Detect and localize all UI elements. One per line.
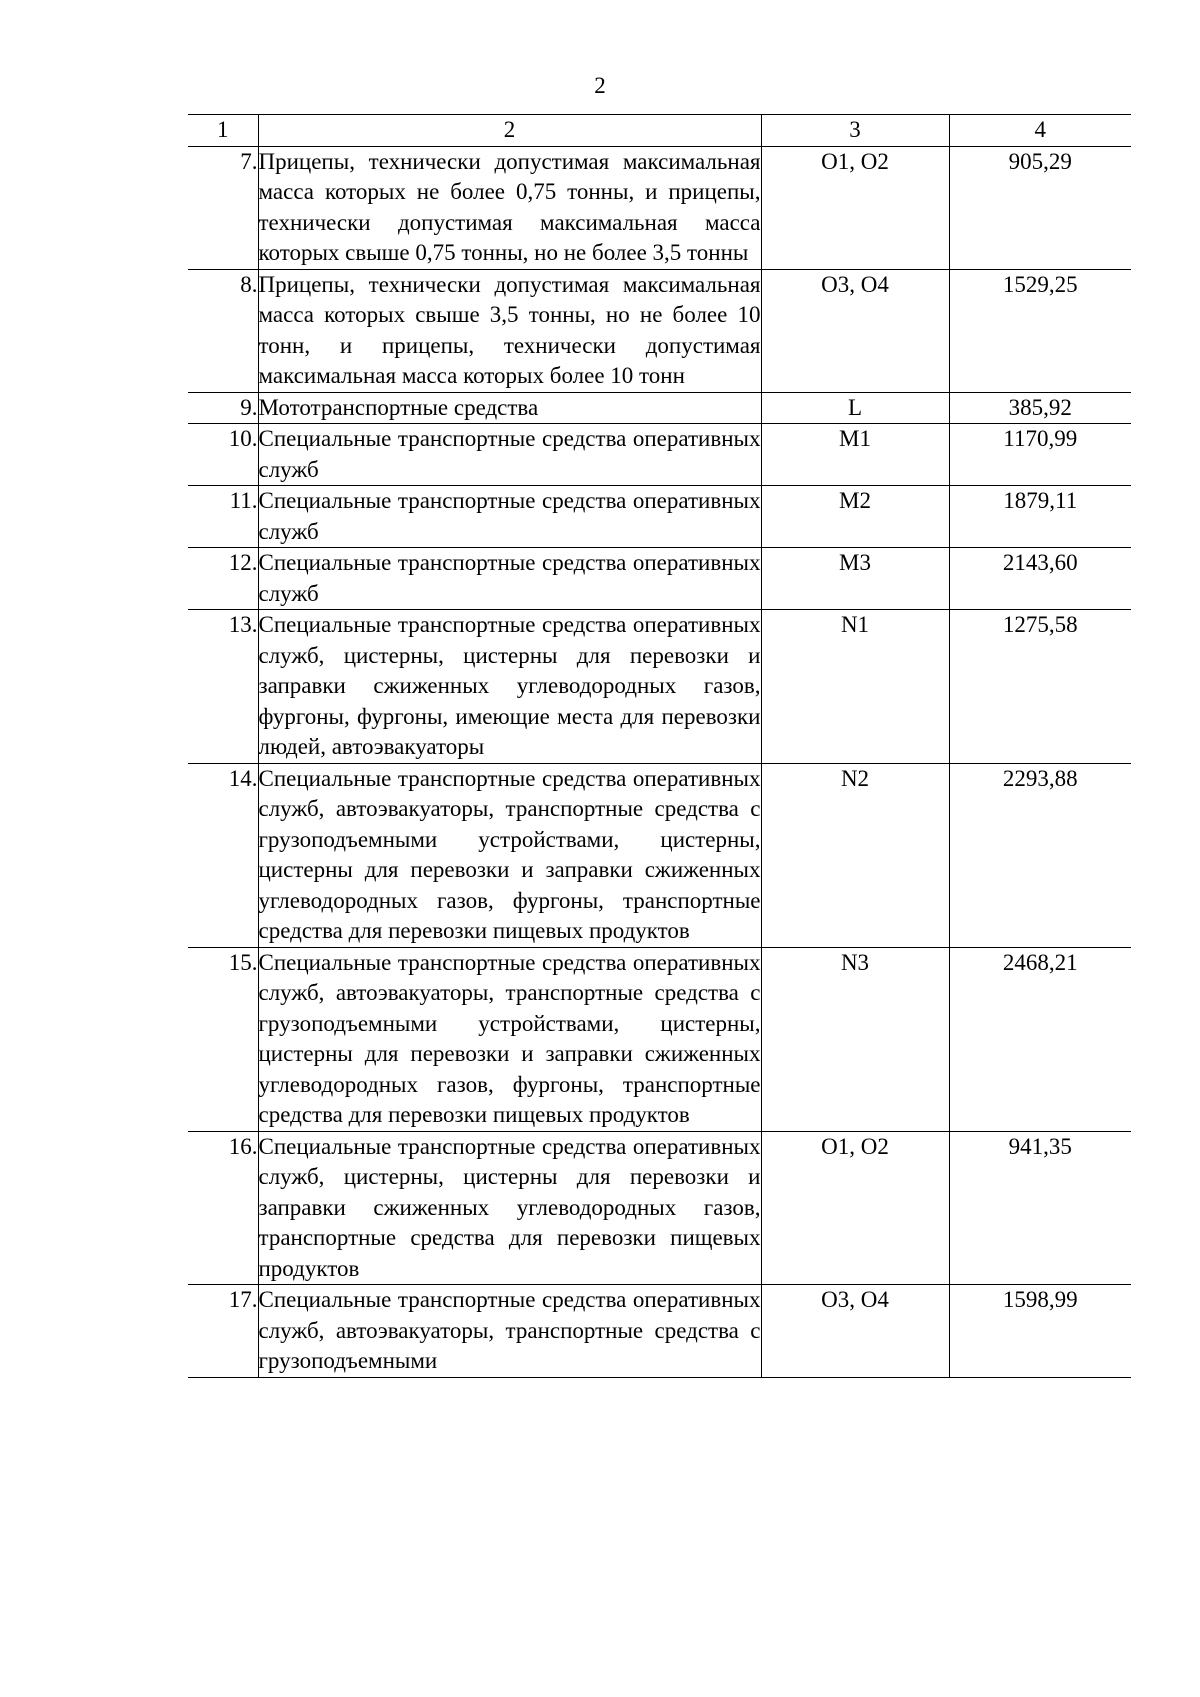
row-category: O3, O4 bbox=[761, 269, 949, 392]
table-row bbox=[188, 610, 1131, 764]
row-value: 1170,99 bbox=[949, 424, 1131, 486]
row-value: 2468,21 bbox=[949, 947, 1131, 1131]
row-category: N1 bbox=[761, 610, 949, 764]
row-number: 10. bbox=[188, 424, 258, 486]
table-row bbox=[188, 1131, 1131, 1285]
row-number: 9. bbox=[188, 392, 258, 424]
table-row bbox=[188, 548, 1131, 610]
header-cell: 2 bbox=[258, 115, 761, 147]
row-value: 941,35 bbox=[949, 1131, 1131, 1285]
row-number: 7. bbox=[188, 146, 258, 269]
table-header-row bbox=[188, 115, 1131, 147]
row-description: Специальные транспортные средства оперативных служб, автоэвакуаторы, транспортные средства с грузоподъемными bbox=[258, 1285, 761, 1378]
row-description: Специальные транспортные средства оперативных служб, цистерны, цистерны для перевозки и заправки сжиженных углеводородных газов, транспортные средства для перевозки пищевых продуктов bbox=[258, 1131, 761, 1285]
table-row bbox=[188, 486, 1131, 548]
row-category: O1, O2 bbox=[761, 1131, 949, 1285]
header-cell: 1 bbox=[188, 115, 258, 147]
row-value: 385,92 bbox=[949, 392, 1131, 424]
header-cell: 3 bbox=[761, 115, 949, 147]
row-value: 2143,60 bbox=[949, 548, 1131, 610]
row-number: 11. bbox=[188, 486, 258, 548]
row-description: Мототранспортные средства bbox=[258, 392, 761, 424]
table-row bbox=[188, 424, 1131, 486]
table-row bbox=[188, 1285, 1131, 1378]
table-row bbox=[188, 146, 1131, 269]
row-number: 8. bbox=[188, 269, 258, 392]
row-category: L bbox=[761, 392, 949, 424]
row-value: 1879,11 bbox=[949, 486, 1131, 548]
row-value: 1529,25 bbox=[949, 269, 1131, 392]
row-value: 905,29 bbox=[949, 146, 1131, 269]
row-number: 15. bbox=[188, 947, 258, 1131]
table-row bbox=[188, 392, 1131, 424]
page-number: 2 bbox=[594, 73, 606, 98]
row-category: N2 bbox=[761, 763, 949, 947]
row-category: O1, O2 bbox=[761, 146, 949, 269]
row-description: Прицепы, технически допустимая максимальная масса которых не более 0,75 тонны, и прицепы, технически допустимая максимальная масса которых свыше 0,75 тонны, но не более 3,5 тонны bbox=[258, 146, 761, 269]
header-cell: 4 bbox=[949, 115, 1131, 147]
row-category: M1 bbox=[761, 424, 949, 486]
row-description: Прицепы, технически допустимая максимальная масса которых свыше 3,5 тонны, но не более 10 тонн, и прицепы, технически допустимая максимальная масса которых более 10 тонн bbox=[258, 269, 761, 392]
row-number: 13. bbox=[188, 610, 258, 764]
row-description: Специальные транспортные средства оперативных служб bbox=[258, 486, 761, 548]
row-description: Специальные транспортные средства оперативных служб bbox=[258, 548, 761, 610]
row-description: Специальные транспортные средства оперативных служб, цистерны, цистерны для перевозки и заправки сжиженных углеводородных газов, фургоны, фургоны, имеющие места для перевозки людей, автоэвакуаторы bbox=[258, 610, 761, 764]
row-number: 12. bbox=[188, 548, 258, 610]
row-category: N3 bbox=[761, 947, 949, 1131]
row-description: Специальные транспортные средства оперативных служб, автоэвакуаторы, транспортные средства с грузоподъемными устройствами, цистерны, цистерны для перевозки и заправки сжиженных углеводородных газов, фургоны, транспортные средства для перевозки пищевых продуктов bbox=[258, 947, 761, 1131]
row-value: 1598,99 bbox=[949, 1285, 1131, 1378]
table-row bbox=[188, 269, 1131, 392]
row-category: O3, O4 bbox=[761, 1285, 949, 1378]
tariff-table bbox=[188, 114, 1131, 1378]
row-description: Специальные транспортные средства оперативных служб bbox=[258, 424, 761, 486]
row-category: M2 bbox=[761, 486, 949, 548]
row-description: Специальные транспортные средства оперативных служб, автоэвакуаторы, транспортные средства с грузоподъемными устройствами, цистерны, цистерны для перевозки и заправки сжиженных углеводородных газов, фургоны, транспортные средства для перевозки пищевых продуктов bbox=[258, 763, 761, 947]
row-value: 1275,58 bbox=[949, 610, 1131, 764]
row-category: M3 bbox=[761, 548, 949, 610]
row-number: 16. bbox=[188, 1131, 258, 1285]
table-row bbox=[188, 763, 1131, 947]
row-value: 2293,88 bbox=[949, 763, 1131, 947]
table-row bbox=[188, 947, 1131, 1131]
row-number: 17. bbox=[188, 1285, 258, 1378]
row-number: 14. bbox=[188, 763, 258, 947]
table-body bbox=[188, 146, 1131, 1377]
